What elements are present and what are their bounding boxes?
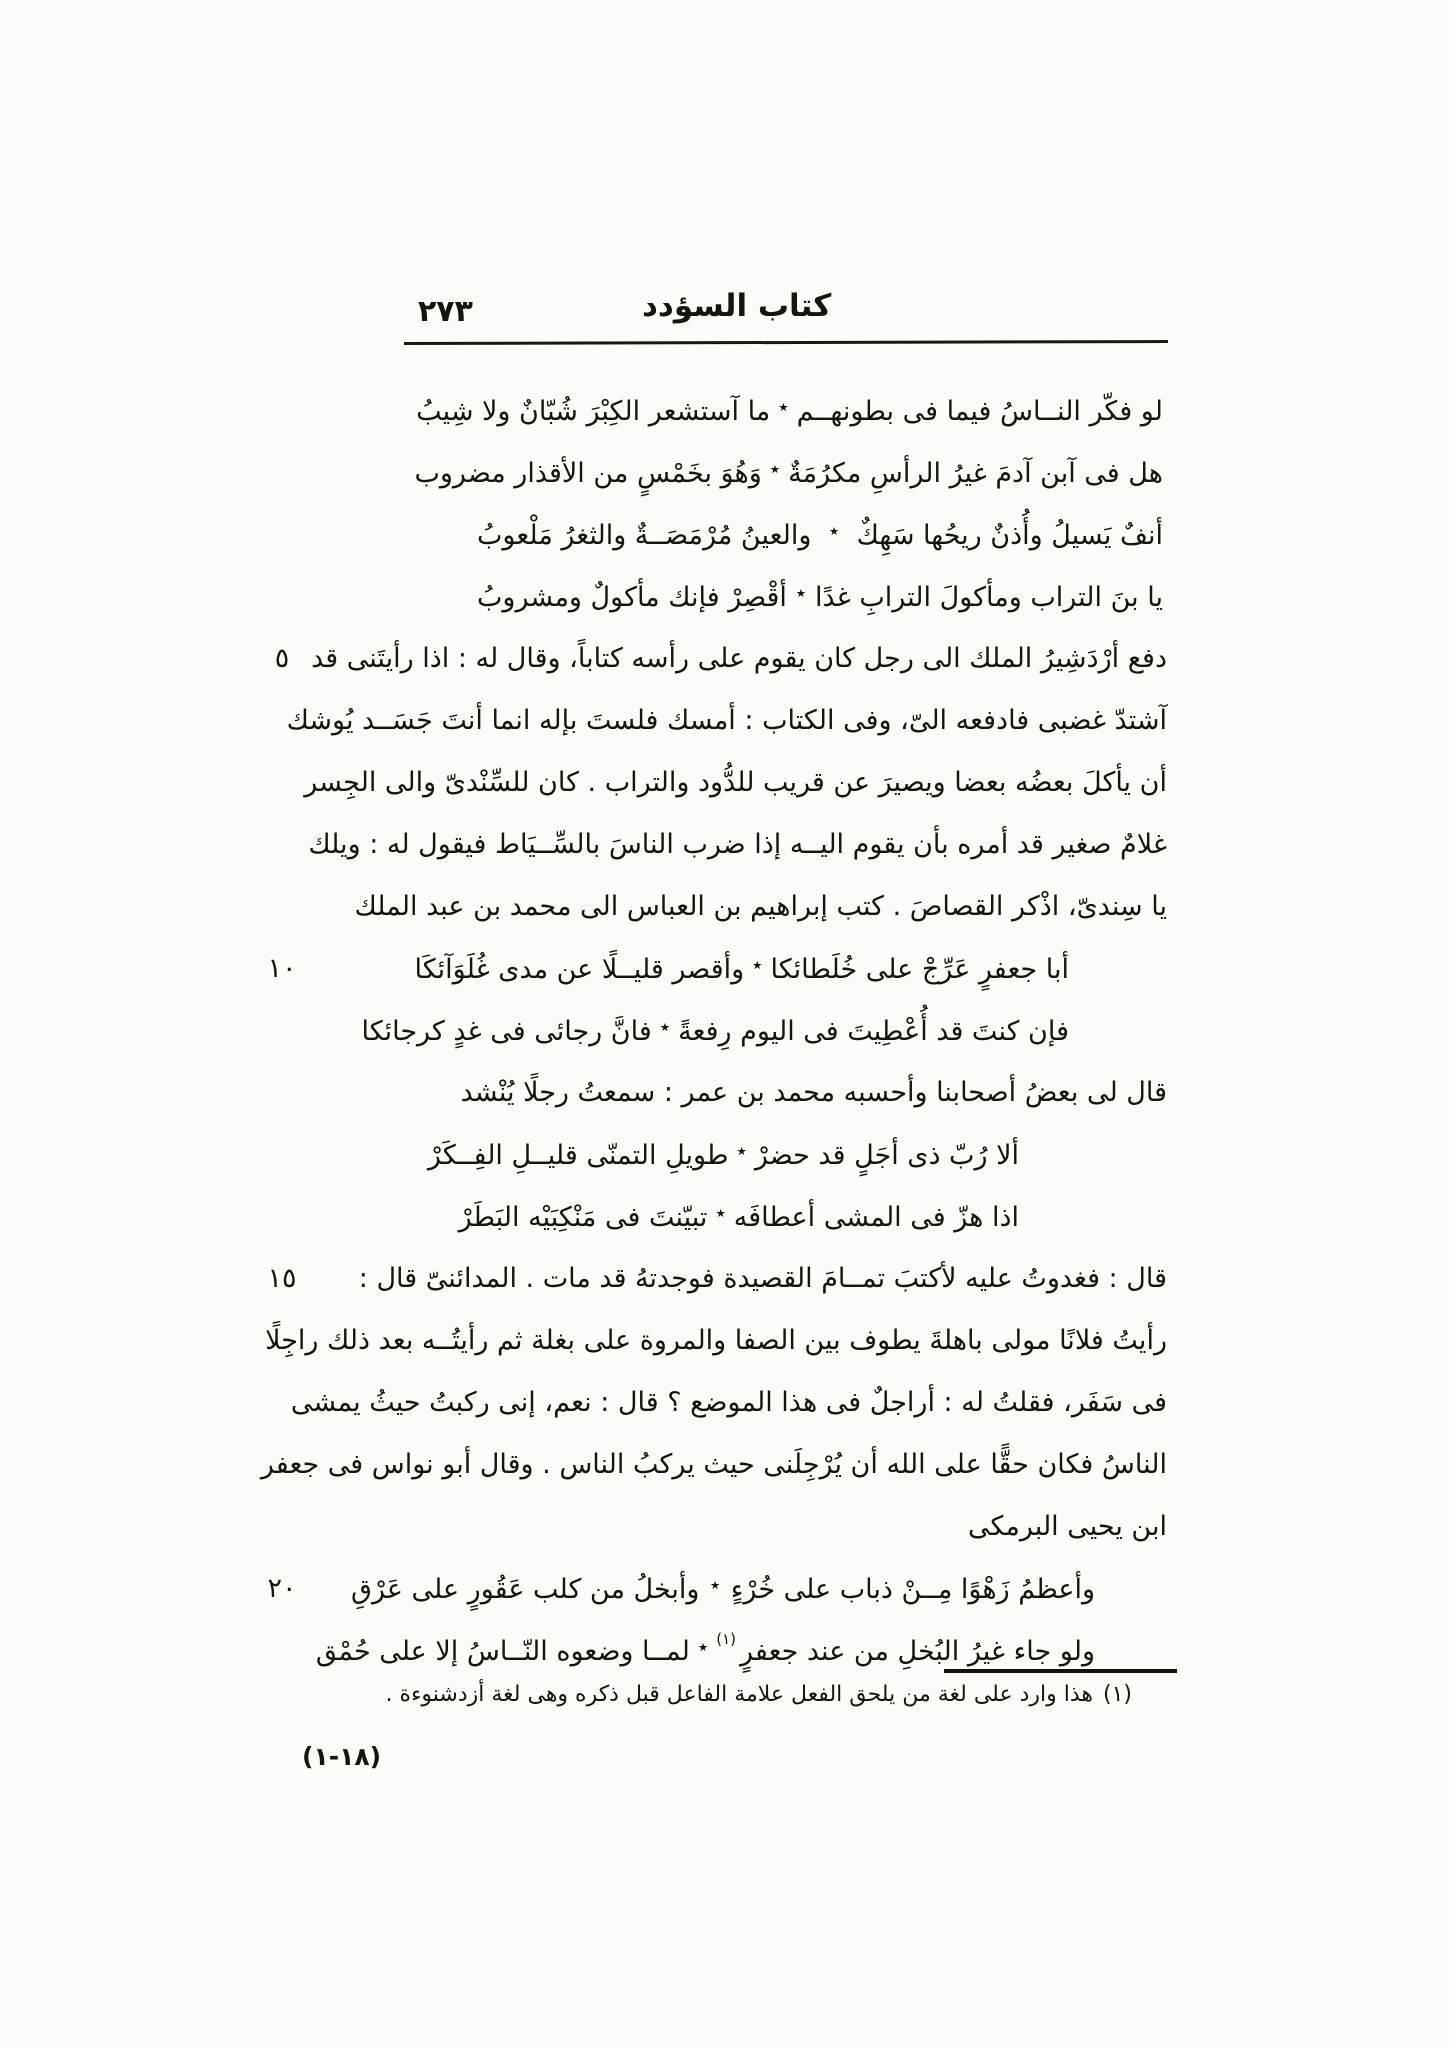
verse-sadr: اذا هزّ فى المشى أعطافَه: [733, 1201, 1019, 1233]
verse-divider: ٭: [697, 1636, 709, 1658]
footnote-marker: (١): [1102, 1682, 1132, 1707]
verse-line: [361, 1000, 1069, 1062]
verse-sadr: لو فكّر النــاسُ فيما فى بطونهــم: [796, 395, 1163, 427]
verse-sadr: وأعظمُ زَهْوًا مِــنْ ذباب على خُرْءٍ: [730, 1573, 1095, 1605]
verse-sadr: هل فى آبن آدمَ غيرُ الرأسِ مكرُمَةٌ: [788, 457, 1163, 489]
verse-divider: ٭: [769, 458, 781, 480]
prose-line: قال لى بعضُ أصحابنا وأحسبه محمد بن عمر : سمعتُ رجلًا يُنْشد: [460, 1077, 1167, 1108]
verse-ajuz: وأقصر قليــلًا عن مدى غُلَوَآئكَا: [414, 953, 745, 985]
verse-sadr: أنفٌ يَسيلُ وأُذنٌ ريحُها سَهِكٌ: [856, 519, 1163, 551]
page-number: ٢٧٣: [418, 294, 473, 329]
header-rule: [404, 340, 1168, 345]
prose-line: آشتدّ غضبى فادفعه الىّ، وفى الكتاب : أمسك فلستَ بإله انما أنتَ جَسَــد يُوشك: [286, 705, 1167, 736]
verse-ajuz: طويلِ التمنّى قليــلِ الفِــكَرْ: [427, 1139, 729, 1171]
verse-sadr: أبا جعفرٍ عَرِّجْ على خُلَطائكا: [770, 953, 1069, 985]
verse-divider: ٭: [778, 396, 789, 418]
verse-ajuz: وأبخلُ من كلب عَقُورٍ على عَرْقِ: [351, 1573, 700, 1605]
prose-line: غلامٌ صغير قد أمره بأن يقوم اليــه إذا ضرب الناسَ بالسِّــيَاط فيقول له : ويلك: [308, 829, 1167, 860]
prose-line: الناسُ فكان حقًّا على الله أن يُرْجِلَنى حيث يركبُ الناس . وقال أبو نواس فى جعفر: [260, 1449, 1167, 1480]
verse-ajuz: ما آستشعر الكِبْرَ شُبّانٌ ولا شِيبُ: [416, 395, 771, 427]
verse-divider: ٭: [736, 1140, 747, 1162]
verse-line: [427, 1124, 1019, 1186]
prose-line: فى سَفَر، فقلتُ له : أراجلٌ فى هذا الموضع ؟ قال : نعم، إنى ركبتُ حيثُ يمشى: [290, 1387, 1167, 1418]
margin-line-number-20: ٢٠: [267, 1573, 297, 1604]
prose-line: رأيتُ فلانًا مولى باهلةَ يطوف بين الصفا والمروة على بغلة ثم رأيتُــه بعد ذلك راجِلًا: [265, 1325, 1167, 1356]
verse-line: [351, 1558, 1095, 1620]
verse-line: [458, 1186, 1019, 1248]
prose-line: دفع أرْدَشِيرُ الملك الى رجل كان يقوم على رأسه كتاباً، وقال له : اذا رأيتَنى قد: [311, 643, 1167, 674]
form-signature: (١٨-١): [302, 1742, 382, 1771]
verse-ajuz: تبيّنتَ فى مَنْكِبَيْه البَطَرْ: [458, 1201, 708, 1233]
verse-ajuz: وَهُوَ بخَمْسٍ من الأقذار مضروب: [414, 457, 762, 489]
verse-divider: ٭: [752, 954, 763, 976]
verse-sadr-text: ولو جاء غيرُ البُخلِ من عند جعفرٍ: [740, 1635, 1095, 1667]
margin-line-number-10: ١٠: [267, 953, 297, 984]
prose-line: ابن يحيى البرمكى: [968, 1511, 1167, 1542]
running-title: كتاب السؤدد: [642, 288, 832, 324]
verse-line: [477, 504, 1163, 566]
prose-line: أن يأكلَ بعضُه بعضا ويصيرَ عن قريب للدُّود والتراب . كان للسِّنْدىّ والى الجِسر: [304, 767, 1167, 798]
verse-sadr: ألا رُبّ ذى أجَلٍ قد حضرْ: [754, 1139, 1019, 1171]
prose-line: يا سِندىّ، اذْكر القصاصَ . كتب إبراهيم بن العباس الى محمد بن عبد الملك: [354, 891, 1167, 922]
footnote-divider: [944, 1669, 1177, 1673]
verse-line: [414, 442, 1163, 504]
verse-divider: ٭: [709, 1574, 721, 1596]
footnote-ref-marker: (١): [716, 1629, 737, 1648]
margin-line-number-15: ١٥: [267, 1263, 297, 1294]
footnote-text: هذا وارد على لغة من يلحق الفعل علامة الفاعل قبل ذكره وهى لغة أزدشنوءة .: [385, 1682, 1093, 1707]
verse-ajuz: والعينُ مُرْمَصَــةٌ والثغرُ مَلْعوبُ: [477, 519, 812, 551]
margin-line-number-5: ٥: [274, 643, 290, 674]
verse-sadr: يا بنَ التراب ومأكولَ الترابِ غدًا: [814, 581, 1163, 613]
verse-divider: ٭: [715, 1202, 726, 1224]
verse-divider: ٭: [659, 1016, 671, 1038]
verse-sadr: [716, 1629, 1095, 1667]
verse-sadr: فإن كنتَ قد أُعْطِيتَ فى اليوم رِفعةً: [678, 1015, 1069, 1047]
verse-line: [477, 566, 1163, 628]
verse-divider: ٭: [795, 582, 807, 604]
verse-line: [414, 938, 1069, 1000]
verse-divider: ٭: [828, 520, 840, 542]
verse-ajuz: فانَّ رجائى فى غدٍ كرجائكا: [361, 1015, 652, 1047]
prose-line: قال : فغدوتُ عليه لأكتبَ تمــامَ القصيدة فوجدتهُ قد مات . المدائنىّ قال :: [358, 1263, 1167, 1294]
verse-ajuz: أقْصِرْ فإنك مأكولٌ ومشروبُ: [477, 581, 787, 613]
verse-line: [416, 380, 1163, 442]
verse-ajuz: لمــا وضعوه النّــاسُ إلا على حُمْق: [315, 1635, 690, 1667]
footnote: [386, 1682, 1132, 1707]
